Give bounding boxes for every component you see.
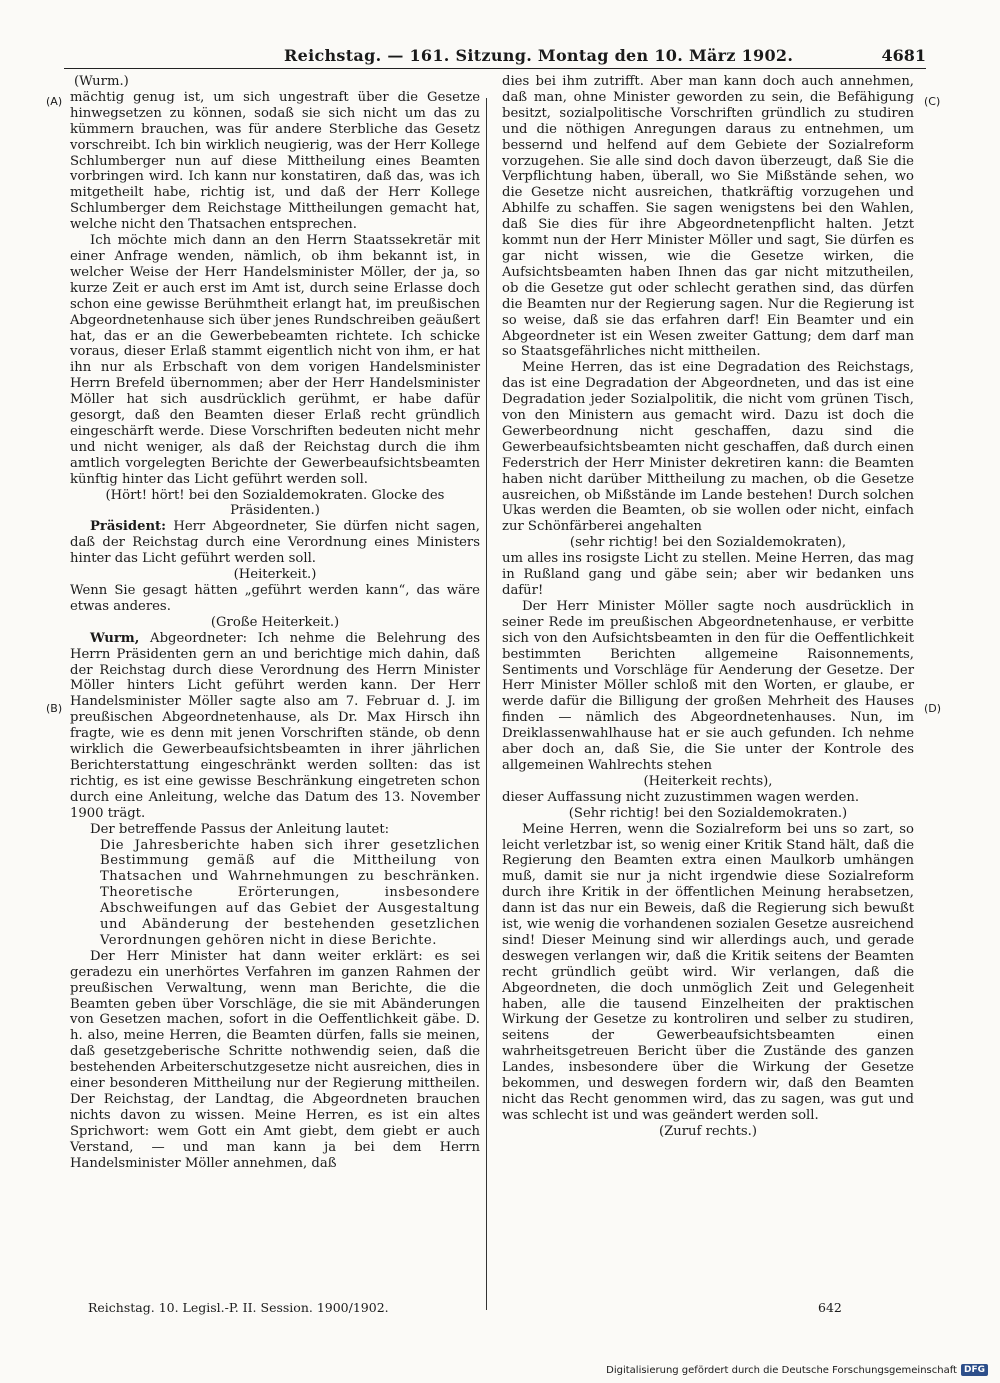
speaker-name: Wurm, xyxy=(90,630,140,646)
page-number: 4681 xyxy=(881,46,926,65)
reaction: (Heiterkeit rechts), xyxy=(643,773,773,789)
paragraph-text: Herr Abgeordneter, Sie dürfen nicht sagen, daß der Reichstag durch eine Verordnung eines Ministers hinter das Licht geführt werden soll. xyxy=(70,519,480,567)
credit-text: Digitalisierung gefördert durch die Deutsche Forschungsgemeinschaft xyxy=(606,1364,957,1376)
margin-mark-d: (D) xyxy=(924,702,942,715)
reaction: (Sehr richtig! bei den Sozialdemokraten.) xyxy=(568,805,848,821)
paragraph: dies bei ihm zutrifft. Aber man kann doch auch annehmen, daß man, ohne Minister geworden zu sein, die Befähigung besitzt, sozialpolitische Vorschriften gründlich zu studiren und die nöthigen Anregungen daraus zu entnehmen, um bessernd und helfend auf dem Gebiete der Sozialreform vorzugehen. Sie alle sind doch davon überzeugt, daß Sie die Verpflichtung haben, überall, wo Sie Mißstände sehen, wo die Gesetze nicht ausreichen, thatkräftig vorzugehen und Abhilfe zu schaffen. Sie sagen wenigstens bei den Wahlen, daß Sie dies für ihre Abgeordnetenpflicht halten. Jetzt kommt nun der Herr Minister Möller und sagt, Sie dürfen es gar nicht wissen, wie die Gesetze wirken, die Aufsichtsbeamten haben Ihnen das gar nicht mitzutheilen, ob die Gesetze gut oder schlecht gerathen sind, das dürfen die Beamten nur der Regierung sagen. Nur die Regierung ist so weise, daß sie das erfahren darf! Ein Beamter und ein Abgeordneter ist ein Wesen zweiter Gattung; dem darf man so Staatsgefährliches nicht mittheilen. xyxy=(502,74,914,360)
reaction: (Hört! hört! bei den Sozialdemokraten. Glocke des Präsidenten.) xyxy=(105,487,445,519)
speaker-name: Präsident: xyxy=(90,519,167,535)
footer-session: Reichstag. 10. Legisl.-P. II. Session. 1900/1902. xyxy=(88,1300,389,1315)
page-header xyxy=(64,46,926,69)
reaction: (Heiterkeit.) xyxy=(233,567,317,583)
column-divider xyxy=(486,98,487,1310)
paragraph: Der Herr Minister hat dann weiter erklärt: es sei geradezu ein unerhörtes Verfahren im ganzen Rahmen der preußischen Verwaltung, wenn man Berichte, die die Beamten geben über Vorschläge, die sie mit Abänderungen von Gesetzen machen, sofort in die Oeffentlichkeit gäbe. D. h. also, meine Herren, die Beamten dürfen, falls sie meinen, daß gesetzgeberische Schritte nothwendig seien, daß die bestehenden Arbeiterschutzgesetze nicht ausreichen, dies in einer besonderen Mittheilung nur der Regierung mittheilen. Der Reichstag, der Landtag, die Abgeordneten brauchen nichts davon zu wissen. Meine Herren, es ist ein altes Sprichwort: wem Gott ein Amt giebt, dem giebt er auch Verstand, — und man kann ja bei dem Herrn Handelsminister Möller annehmen, daß xyxy=(70,948,480,1171)
header-title: Reichstag. — 161. Sitzung. Montag den 10. März 1902. xyxy=(284,46,794,65)
paragraph xyxy=(70,631,480,822)
paragraph: dieser Auffassung nicht zuzustimmen wagen werden. xyxy=(502,789,860,805)
left-column xyxy=(70,74,480,1172)
paragraph xyxy=(70,519,480,567)
paragraph: Der betreffende Passus der Anleitung lautet: xyxy=(90,821,390,837)
speaker-tag: (Wurm.) xyxy=(74,74,129,89)
paragraph: Der Herr Minister Möller sagte noch ausdrücklich in seiner Rede im preußischen Abgeordnetenhause, er verbitte sich von den Aufsichtsbeamten in den für die Oeffentlichkeit bestimmten Berichten allgemeine Raisonnements, Sentiments und Vorschläge für Aenderung der Gesetze. Der Herr Minister Möller schloß mit den Worten, er glaube, er werde dafür die Billigung der großen Mehrheit des Hauses finden — nämlich des Abgeordnetenhauses. Nun, im Dreiklassenwahlhause hat er sie auch gefunden. Ich nehme aber doch an, daß Sie, die Sie unter der Kontrole des allgemeinen Wahlrechts stehen xyxy=(502,598,914,773)
reaction: (Zuruf rechts.) xyxy=(658,1123,758,1139)
block-quote: Die Jahresberichte haben sich ihrer gesetzlichen Bestimmung gemäß auf die Mittheilung von Thatsachen und Wahrnehmungen zu beschränken. Theoretische Erörterungen, insbesondere Abschweifungen auf das Gebiet der Ausgestaltung und Abänderung der bestehenden gesetzlichen Verordnungen gehören nicht in diese Berichte. xyxy=(100,837,480,948)
digitization-credit xyxy=(606,1364,988,1376)
paragraph: Wenn Sie gesagt hätten „geführt werden kann“, das wäre etwas anderes. xyxy=(70,583,480,614)
margin-mark-a: (A) xyxy=(46,95,63,108)
reaction: (sehr richtig! bei den Sozialdemokraten), xyxy=(569,535,847,551)
paragraph: Ich möchte mich dann an den Herrn Staatssekretär mit einer Anfrage wenden, nämlich, ob ihm bekannt ist, in welcher Weise der Herr Handelsminister Möller, der ja, so kurze Zeit er auch erst im Amt ist, durch seine Erlasse doch schon eine gewisse Berühmtheit erlangt hat, im preußischen Abgeordnetenhause sich über jenes Rundschreiben geäußert hat, das er an die Gewerbebeamten richtete. Ich schicke voraus, dieser Erlaß stammt eigentlich nicht von ihm, er hat ihn nur als Erbschaft von dem vorigen Handelsminister Herrn Brefeld übernommen; aber der Herr Handelsminister Möller hat sich ausdrücklich gerühmt, er habe dafür gesorgt, daß den Beamten dieser Erlaß recht gründlich eingeschärft werde. Diese Vorschriften bedeuten nicht mehr und nicht weniger, als daß der Reichstag durch die ihm amtlich vorgelegten Berichte der Gewerbeaufsichtsbeamten künftig hinter das Licht geführt werden soll. xyxy=(70,233,480,487)
margin-mark-c: (C) xyxy=(924,95,941,108)
right-column xyxy=(502,74,914,1140)
reaction: (Große Heiterkeit.) xyxy=(210,614,340,630)
paragraph: mächtig genug ist, um sich ungestraft über die Gesetze hinwegsetzen zu können, sodaß sie sich nicht um das zu kümmern brauchen, was für andere Sterbliche das Gesetz vorschreibt. Ich bin wirklich neugierig, was der Herr Kollege Schlumberger nun auf diese Mittheilung eines Beamten vorbringen wird. Ich kann nur konstatiren, daß das, was ich mitgetheilt habe, richtig ist, und daß der Herr Kollege Schlumberger dem Reichstage Mittheilungen gemacht hat, welche nicht den Thatsachen entsprechen. xyxy=(70,89,480,233)
footer-sheet-number: 642 xyxy=(818,1300,842,1315)
paragraph: um alles ins rosigste Licht zu stellen. Meine Herren, das mag in Rußland gang und gäbe sein; aber wir bedanken uns dafür! xyxy=(502,551,914,598)
dfg-logo: DFG xyxy=(961,1364,988,1376)
margin-mark-b: (B) xyxy=(46,702,63,715)
paragraph: Meine Herren, wenn die Sozialreform bei uns so zart, so leicht verletzbar ist, so wenig einer Kritik Stand hält, daß die Regierung den Beamten extra einen Maulkorb umhängen muß, damit sie nur ja nicht irgendwie diese Sozialreform durch ihre Kritik in der öffentlichen Meinung herabsetzen, dann ist das nur ein Beweis, daß die Regierung sich bewußt ist, wie wenig die vorhandenen sozialen Gesetze ausreichend sind! Dieser Meinung sind wir allerdings auch, und gerade deswegen verlangen wir, daß die Kritik seitens der Beamten recht gründlich geübt wird. Wir verlangen, daß die Abgeordneten, die doch unmöglich Zeit und Gelegenheit haben, alle die tausend Einzelheiten der praktischen Wirkung der Gesetze zu kontroliren und selber zu studiren, seitens der Gewerbeaufsichtsbeamten einen wahrheitsgetreuen Bericht über die Zustände des ganzen Landes, insbesondere über die Wirkung der Gesetze bekommen, und deswegen fordern wir, daß den Beamten nicht das Recht genommen wird, das zu sagen, was gut und was schlecht ist und was geändert werden soll. xyxy=(502,821,914,1123)
paragraph: Meine Herren, das ist eine Degradation des Reichstags, das ist eine Degradation der Abgeordneten, und das ist eine Degradation jeder Sozialpolitik, die nicht vom grünen Tisch, von den Ministern aus gemacht wird. Dazu ist doch die Gewerbeordnung nicht geschaffen, dazu sind die Gewerbeaufsichtsbeamten nicht geschaffen, daß durch einen Federstrich der Herr Minister dekretiren kann: die Beamten haben nicht darüber Mittheilung zu machen, ob die Gesetze ausreichen, ob Mißstände im Lande bestehen! Durch solchen Ukas werden die Beamten, ob sie wollen oder nicht, einfach zur Schönfärberei angehalten xyxy=(502,360,914,535)
paragraph-text: Abgeordneter: Ich nehme die Belehrung des Herrn Präsidenten gern an und berichtige mich dahin, daß der Reichstag durch diese Verordnung des Herrn Minister Möller hinters Licht geführt werden kann. Der Herr Handelsminister Möller sagte also am 7. Februar d. J. im preußischen Abgeordnetenhause, als Dr. Max Hirsch ihn fragte, wie es denn mit jenen Vorschriften stände, ob denn wirklich die Gewerbeaufsichtsbeamten in ihrer jährlichen Berichterstattung eingeschränkt werden sollten: das ist richtig, es ist eine gewisse Beschränkung eingetreten schon durch eine Anleitung, welche das Datum des 13. November 1900 trägt. xyxy=(70,630,480,821)
